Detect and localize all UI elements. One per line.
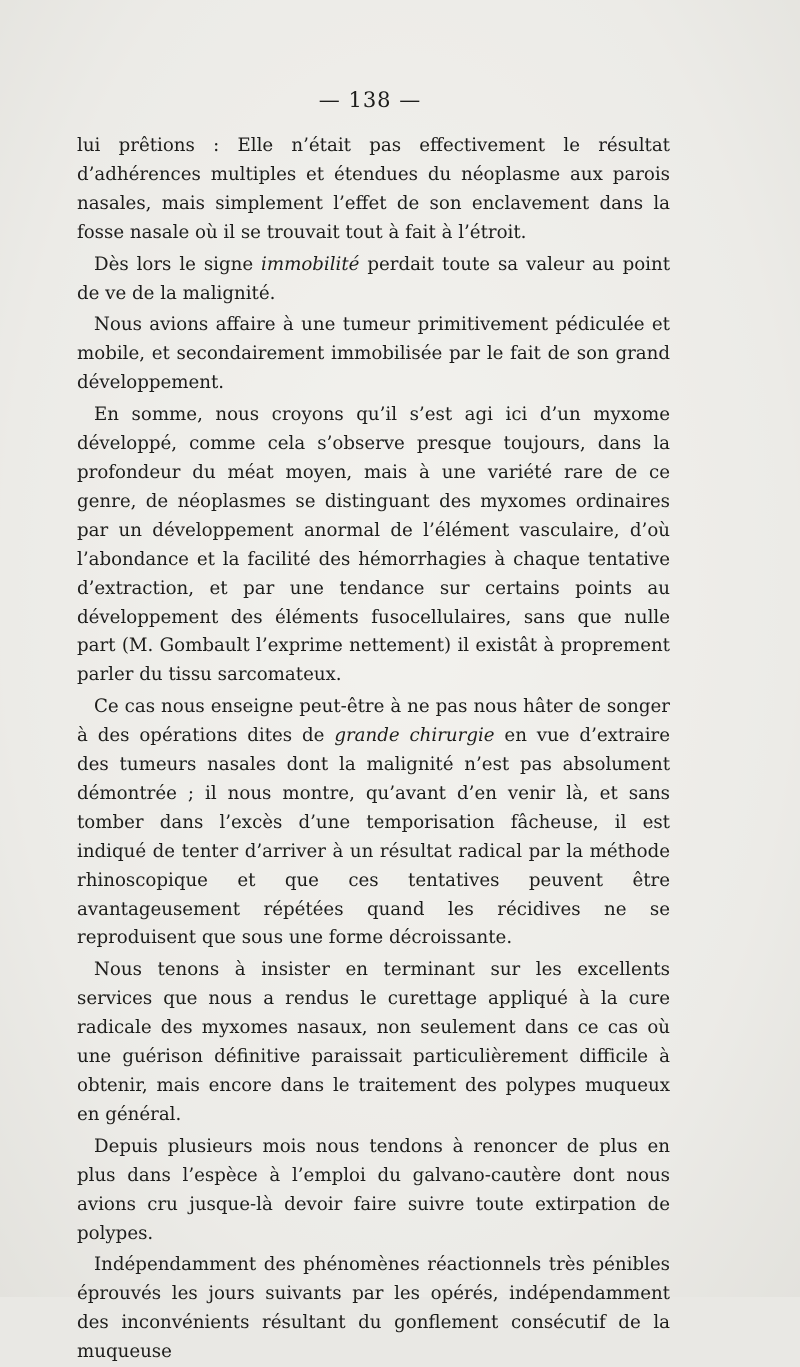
paragraph-1: lui prêtions : Elle n’était pas effectivement le résultat d’adhérences multiples et étendues du néoplasme aux parois nasales, mais simplement l’effet de son enclavement dans la fosse nasale où il se trouvait tout à fait à l’étroit. <box>77 135 670 243</box>
paragraph-2-part-a: Dès lors le signe <box>94 253 262 275</box>
paragraph-5-part-b: en vue d’extraire des tumeurs nasales dont la malignité n’est pas absolument démontrée ; il nous montre, qu’avant d’en venir là, et sans tomber dans l’excès d’une temporisation fâcheuse, il est indiqué de tenter d’arriver à un résultat radical par la méthode rhinoscopique et que ces tentatives peuvent être avantageusement répétées quand les récidives ne se reproduisent que sous une forme décroissante. <box>77 725 671 949</box>
paragraph-3: Nous avions affaire à une tumeur primitivement pédiculée et mobile, et secondairement immobilisée par le fait de son grand développement. <box>77 314 670 394</box>
paragraph-2 <box>77 251 670 309</box>
emphasis-grande-chirurgie: grande chirurgie <box>334 725 495 747</box>
paragraph-6: Nous tenons à insister en terminant sur les excellents services que nous a rendus le curettage appliqué à la cure radicale des myxomes nasaux, non seulement dans ce cas où une guérison définitive paraissait particulièrement difficile à obtenir, mais encore dans le traitement des polypes muqueux en général. <box>77 959 670 1125</box>
paragraph-2-part-b: perdait toute sa valeur au point de ve de la malignité. <box>77 253 671 304</box>
paragraph-8: Indépendamment des phénomènes réactionnels très pénibles éprouvés les jours suivants par les opérés, indépendamment des inconvénients résultant du gonflement consécutif de la muqueuse <box>77 1254 670 1363</box>
paragraph-4: En somme, nous croyons qu’il s’est agi ici d’un myxome développé, comme cela s’observe presque toujours, dans la profondeur du méat moyen, mais à une variété rare de ce genre, de néoplasmes se distinguant des myxomes ordinaires par un développement anormal de l’élément vasculaire, d’où l’abondance et la facilité des hémorrhagies à chaque tentative d’extraction, et par une tendance sur certains points au développement des éléments fusocellulaires, sans que nulle part (M. Gombault l’exprime nettement) il existât à proprement parler du tissu sarcomateux. <box>77 404 670 686</box>
page-number: — 138 — <box>318 88 422 112</box>
paragraph-5 <box>77 693 670 953</box>
paragraph-7: Depuis plusieurs mois nous tendons à renoncer de plus en plus dans l’espèce à l’emploi du galvano-cautère dont nous avions cru jusque-là devoir faire suivre toute extirpation de polypes. <box>77 1135 670 1244</box>
emphasis-immobilite: immobilité <box>261 253 360 275</box>
paragraph-5-part-a: Ce cas nous enseigne peut-être à ne pas nous hâter de songer à des opérations dites de <box>77 696 670 747</box>
body-text <box>77 132 670 1367</box>
